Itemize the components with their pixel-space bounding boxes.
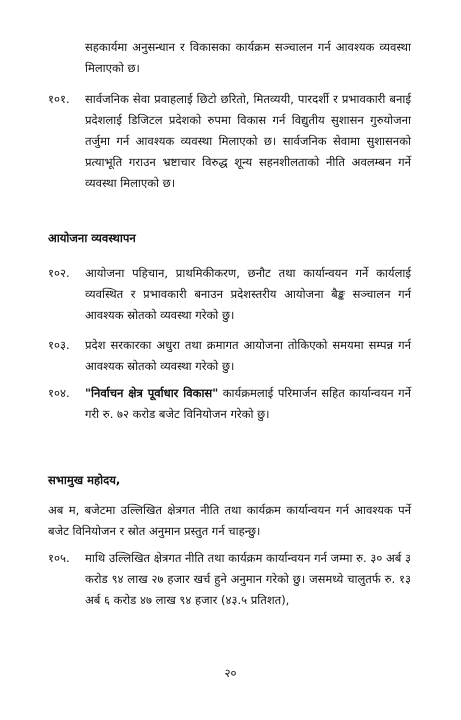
item-number: १०३.	[48, 338, 70, 352]
item-number: १०५.	[48, 551, 70, 565]
item-text: आयोजना पहिचान, प्राथमिकीकरण, छनौट तथा कार्यान्वयन गर्ने कार्यलाई व्यवस्थित र प्रभावकारी बनाउन प्रदेशस्तरीय आयोजना बैङ्क सञ्चालन गर्न आवश्यक स्रोतको व्यवस्था गरेको छु।	[85, 266, 411, 322]
item-bold-title: "निर्वाचन क्षेत्र पूर्वाधार विकास"	[85, 386, 219, 400]
list-item-104	[48, 383, 411, 425]
item-text: प्रदेश सरकारका अधुरा तथा क्रमागत आयोजना तोकिएको समयमा सम्पन्न गर्न आवश्यक स्रोतको व्यवस्था गरेको छु।	[85, 338, 411, 373]
list-item-102	[48, 263, 411, 326]
item-text: सार्वजनिक सेवा प्रवाहलाई छिटो छरितो, मितव्ययी, पारदर्शी र प्रभावकारी बनाई प्रदेशलाई डिजिटल प्रदेशको रुपमा विकास गर्न विद्युतीय सुशासन गुरुयोजना तर्जुमा गर्न आवश्यक व्यवस्था मिलाएको छ। सार्वजनिक सेवामा सुशासनको प्रत्याभूति गराउन भ्रष्टाचार विरुद्ध शून्य सहनशीलताको नीति अवलम्बन गर्ने व्यवस्था मिलाएको छ।	[85, 92, 411, 190]
list-item-105	[48, 548, 411, 611]
salutation: सभामुख महोदय,	[48, 473, 121, 487]
item-number: १०१.	[48, 92, 70, 106]
item-text	[85, 383, 411, 425]
continuation-paragraph: सहकार्यमा अनुसन्धान र विकासका कार्यक्रम सञ्चालन गर्न आवश्यक व्यवस्था मिलाएको छ।	[85, 40, 411, 75]
item-rest-text: कार्यक्रमलाई परिमार्जन सहित कार्यान्वयन गर्ने गरी रु. ७२ करोड बजेट विनियोजन गरेको छु।	[85, 386, 411, 421]
list-item-103	[48, 335, 411, 377]
item-number: १०४.	[48, 386, 70, 400]
list-item-101	[48, 89, 411, 194]
item-text: माथि उल्लिखित क्षेत्रगत नीति तथा कार्यक्रम कार्यान्वयन गर्न जम्मा रु. ३० अर्ब ३ करोड ९४ लाख २७ हजार खर्च हुने अनुमान गरेको छु। जसमध्ये चालुतर्फ रु. १३ अर्ब ६ करोड ४७ लाख ९४ हजार (४३.५ प्रतिशत),	[85, 551, 411, 607]
item-number: १०२.	[48, 266, 70, 280]
intro-paragraph: अब म, बजेटमा उल्लिखित क्षेत्रगत नीति तथा कार्यक्रम कार्यान्वयन गर्न आवश्यक पर्ने बजेट विनियोजन र स्रोत अनुमान प्रस्तुत गर्न चाहन्छु।	[48, 503, 411, 538]
page-number: २०	[224, 666, 237, 680]
section-heading: आयोजना व्यवस्थापन	[48, 231, 136, 245]
